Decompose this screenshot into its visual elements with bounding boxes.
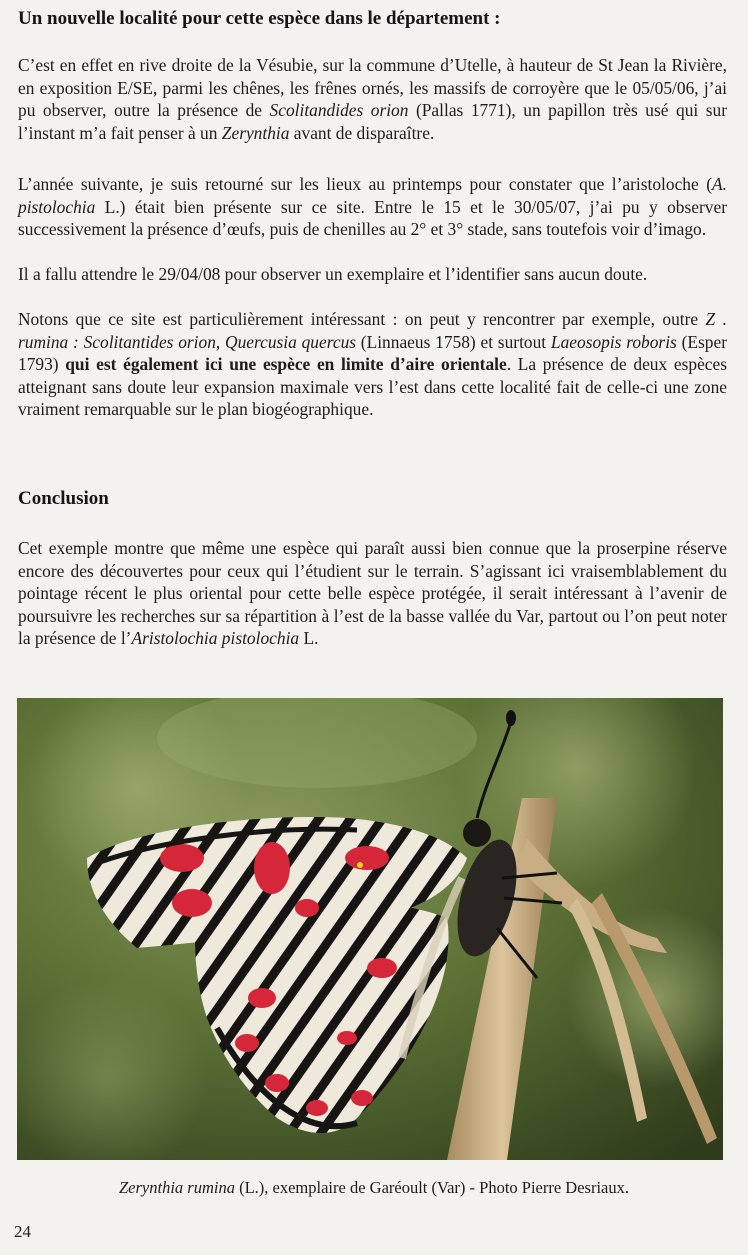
- butterfly-photo: [17, 698, 723, 1160]
- italic-run: Aristolochia pistolochia: [131, 628, 300, 649]
- text-run: avant de disparaître.: [289, 122, 435, 143]
- section-heading-locality: Un nouvelle localité pour cette espèce dans le département :: [18, 8, 501, 29]
- text-run: (Esper 1793): [18, 331, 727, 375]
- page-number: 24: [14, 1222, 31, 1241]
- paragraph-conclusion: [18, 537, 727, 650]
- text-run: (Pallas 1771), un papillon très usé qui sur l’instant m’a fait penser à un: [18, 100, 727, 143]
- paragraph-site-interest: [18, 308, 727, 421]
- figure-caption: [0, 1178, 748, 1198]
- bold-run: qui est également ici une espèce en limite d’aire orientale: [65, 354, 507, 375]
- text-run: (Linnaeus 1758) et surtout: [356, 331, 551, 352]
- section-heading-conclusion: Conclusion: [18, 488, 109, 509]
- italic-run: Zerynthia: [221, 122, 290, 143]
- italic-run: A. pistolochia: [18, 174, 727, 217]
- text-run: Notons que ce site est particulièrement intéressant : on peut y rencontrer par exemple, outre: [18, 309, 706, 329]
- italic-run: Scolitandides orion: [269, 100, 409, 121]
- caption-species: Zerynthia rumina: [119, 1178, 235, 1197]
- text-run: Il a fallu attendre le 29/04/08 pour observer un exemplaire et l’identifier sans aucun doute.: [18, 264, 648, 284]
- text-run: Cet exemple montre que même une espèce qui paraît aussi bien connue que la proserpine réserve encore des découvertes pour ceux qui l’étudient sur le terrain. S’agissant ici vraisemblablement du pointage récent le plus oriental pour cette belle espèce protégée, il serait intéressant à l’avenir de poursuivre les recherches sur sa répartition à l’est de la basse vallée du Var, partout ou l’on peut noter la présence de l’: [18, 538, 727, 649]
- paragraph-following-year: [18, 173, 727, 241]
- paragraph-identification: [18, 263, 727, 286]
- caption-details: (L.), exemplaire de Garéoult (Var) - Photo Pierre Desriaux.: [234, 1178, 629, 1197]
- text-run: L’année suivante, je suis retourné sur les lieux au printemps pour constater que l’aristoloche (: [18, 174, 713, 194]
- paragraph-observation: [18, 54, 727, 144]
- text-run: C’est en effet en rive droite de la Vésubie, sur la commune d’Utelle, à hauteur de St Jean la Rivière, en exposition E/SE, parmi les chênes, les frênes ornés, les massifs de corroyère que le 05/05/06, j’ai pu observer, outre la présence de: [18, 55, 727, 121]
- text-run: . La présence de deux espèces atteignant sans doute leur expansion maximale vers l’est dans cette localité fait de celle-ci une zone vraiment remarquable sur le plan biogéographique.: [18, 354, 727, 420]
- italic-run: Laeosopis roboris: [550, 331, 677, 352]
- italic-run: Z . rumina : Scolitantides orion, Quercusia quercus: [18, 309, 727, 352]
- text-run: L.) était bien présente sur ce site. Entre le 15 et le 30/05/07, j’ai pu y observer successivement la présence d’œufs, puis de chenilles au 2° et 3° stade, sans toutefois voir d’imago.: [18, 196, 727, 240]
- text-run: L.: [299, 628, 319, 649]
